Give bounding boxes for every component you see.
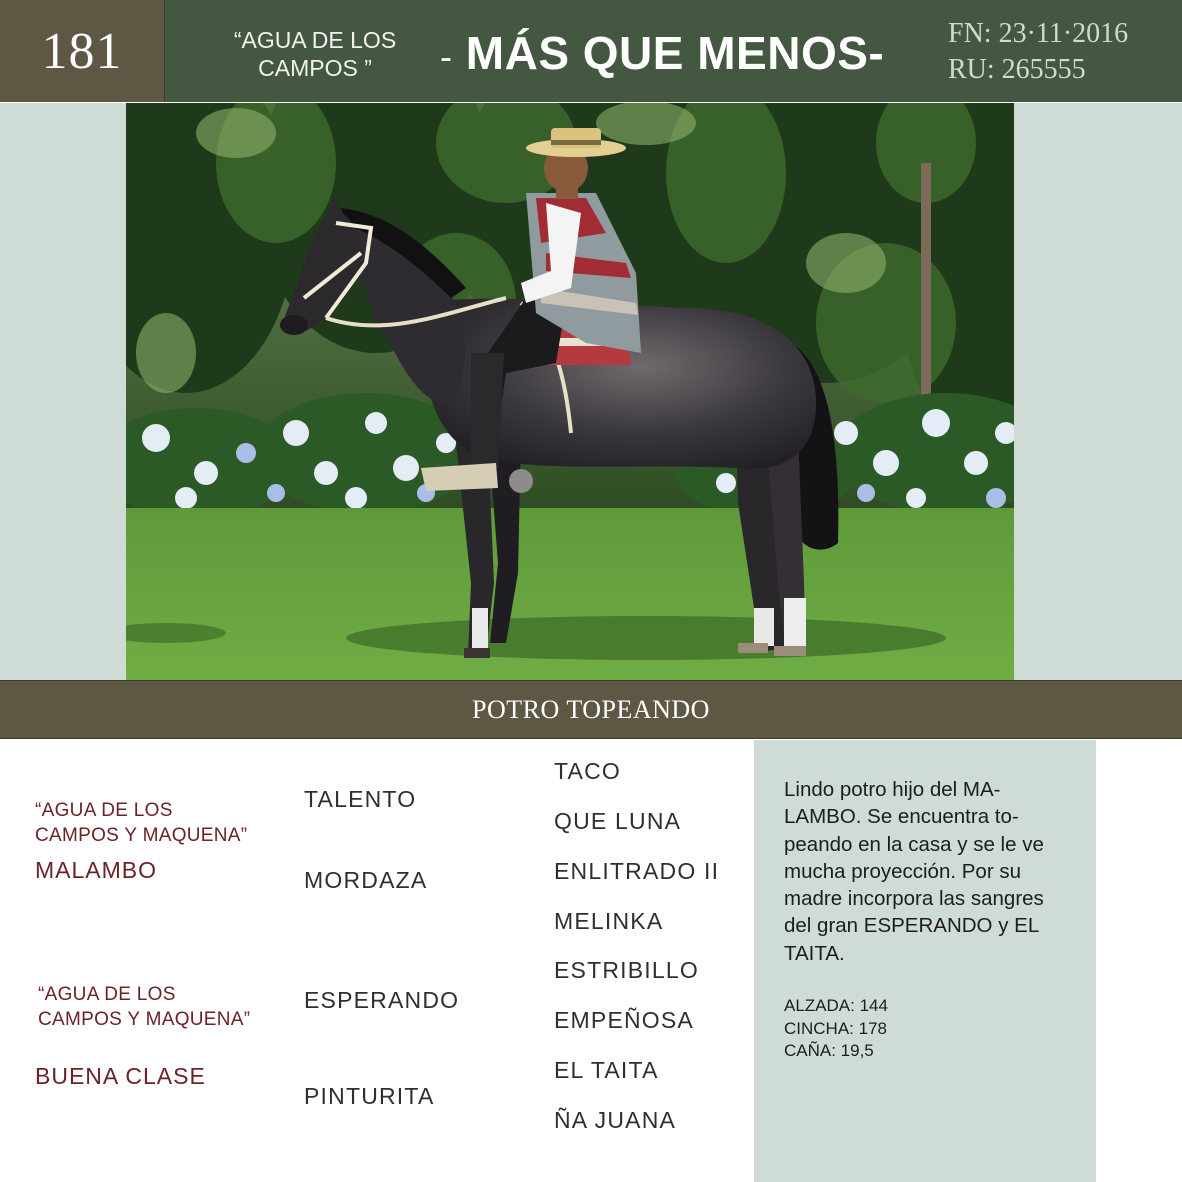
description-text	[784, 776, 1074, 967]
great-grandparent-1: TACO	[554, 758, 621, 784]
measurement-cana: CAÑA: 19,5	[784, 1041, 874, 1060]
great-grandparent-2: QUE LUNA	[554, 808, 682, 834]
horse-name-text: MÁS QUE MENOS-	[465, 27, 885, 79]
grandparent-4: PINTURITA	[304, 1083, 435, 1109]
description-line: LAMBO. Se encuentra to-	[784, 805, 1019, 829]
great-grandparent-7: EL TAITA	[554, 1057, 659, 1083]
measurements	[784, 995, 888, 1063]
horse-photo-illustration	[126, 103, 1014, 680]
great-grandparent-4: MELINKA	[554, 908, 664, 934]
grandparent-2: MORDAZA	[304, 867, 428, 893]
description-line: TAITA.	[784, 941, 845, 965]
measurement-alzada: ALZADA: 144	[784, 996, 888, 1015]
sire-breeder-line-2: CAMPOS Y MAQUENA”	[35, 825, 248, 846]
great-grandparent-6: EMPEÑOSA	[554, 1007, 694, 1033]
sire-name: MALAMBO	[35, 857, 158, 883]
description-line: peando en la casa y se le ve	[784, 832, 1044, 856]
dam-breeder-line-2: CAMPOS Y MAQUENA”	[38, 1009, 251, 1030]
great-grandparent-5: ESTRIBILLO	[554, 957, 699, 983]
sire-breeder-line-1: “AGUA DE LOS	[35, 800, 173, 821]
birth-date: FN: 23·11·2016	[948, 18, 1129, 49]
description-line: del gran ESPERANDO y EL	[784, 914, 1040, 938]
grandparent-3: ESPERANDO	[304, 987, 460, 1013]
great-grandparent-8: ÑA JUANA	[554, 1107, 677, 1133]
great-grandparent-3: ENLITRADO II	[554, 858, 720, 884]
caption-bar	[0, 680, 1182, 739]
dam-name: BUENA CLASE	[35, 1063, 206, 1089]
breeder-line-2: CAMPOS ”	[258, 55, 372, 81]
description-line: madre incorpora las sangres	[784, 887, 1044, 911]
description-line: Lindo potro hijo del MA-	[784, 778, 1001, 801]
horse-name	[440, 26, 884, 80]
grandparent-1: TALENTO	[304, 786, 417, 812]
description-line: mucha proyección. Por su	[784, 859, 1022, 883]
registration-info	[948, 16, 1128, 88]
dam-breeder	[38, 982, 250, 1032]
horse-photo	[126, 103, 1014, 680]
breeder-name	[215, 26, 415, 82]
sire-breeder	[35, 798, 247, 848]
dam-breeder-line-1: “AGUA DE LOS	[38, 984, 176, 1005]
lot-number: 181	[0, 0, 165, 102]
measurement-cincha: CINCHA: 178	[784, 1018, 887, 1038]
breeder-line-1: “AGUA DE LOS	[233, 27, 397, 53]
registry-number: RU: 265555	[948, 54, 1086, 85]
caption-text: POTRO TOPEANDO	[472, 694, 710, 724]
name-prefix-dash: -	[440, 36, 453, 77]
